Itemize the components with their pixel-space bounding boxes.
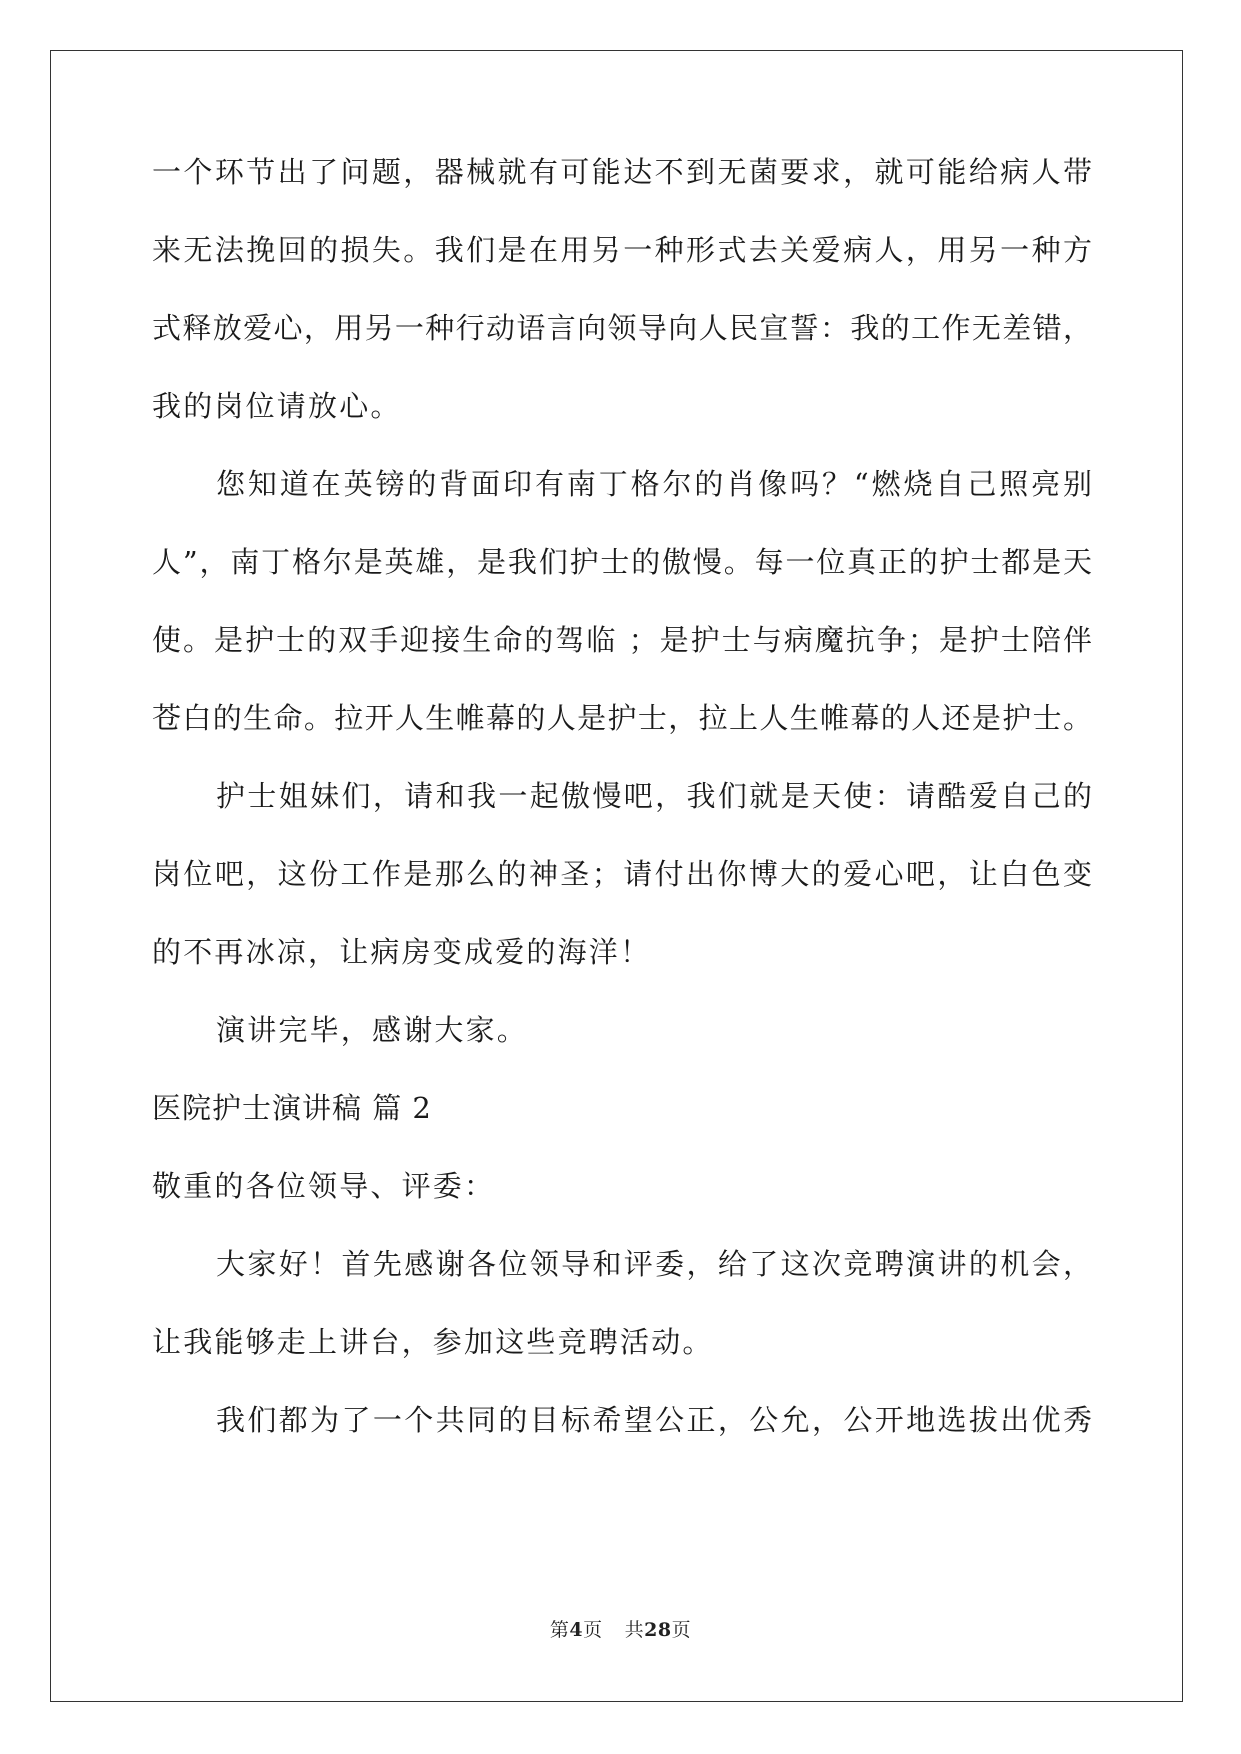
total-prefix: 共 xyxy=(624,1619,645,1641)
body-line: 来无法挽回的损失。我们是在用另一种形式去关爱病人，用另一种方 xyxy=(152,233,1092,267)
page-prefix: 第 xyxy=(549,1619,570,1641)
body-line: 苍白的生命。拉开人生帷幕的人是护士，拉上人生帷幕的人还是护士。 xyxy=(152,701,1092,735)
body-line: 人”，南丁格尔是英雄，是我们护士的傲慢。每一位真正的护士都是天 xyxy=(152,545,1092,579)
paragraph-start-line: 大家好！首先感谢各位领导和评委，给了这次竞聘演讲的机会， xyxy=(216,1247,1092,1281)
body-line: 的不再冰凉，让病房变成爱的海洋！ xyxy=(152,935,652,969)
body-line: 式释放爱心，用另一种行动语言向领导向人民宣誓：我的工作无差错， xyxy=(152,311,1092,345)
body-line: 让我能够走上讲台，参加这些竞聘活动。 xyxy=(152,1325,714,1359)
page-footer xyxy=(0,1615,1241,1642)
body-line: 使。是护士的双手迎接生命的驾临 ；是护士与病魔抗争；是护士陪伴 xyxy=(152,623,1092,657)
body-line: 我的岗位请放心。 xyxy=(152,389,402,423)
page-suffix: 页 xyxy=(583,1619,603,1641)
body-line: 岗位吧，这份工作是那么的神圣；请付出你博大的爱心吧，让白色变 xyxy=(152,857,1092,891)
paragraph-start-line: 您知道在英镑的背面印有南丁格尔的肖像吗？“燃烧自己照亮别 xyxy=(216,467,1092,501)
paragraph-start-line: 演讲完毕，感谢大家。 xyxy=(216,1013,529,1047)
paragraph-start-line: 护士姐妹们，请和我一起傲慢吧，我们就是天使：请酷爱自己的 xyxy=(216,779,1092,813)
total-suffix: 页 xyxy=(671,1619,692,1641)
salutation: 敬重的各位领导、评委： xyxy=(152,1169,496,1203)
section-heading: 医院护士演讲稿 篇 2 xyxy=(152,1091,432,1125)
total-pages: 28 xyxy=(644,1619,672,1641)
paragraph-start-line: 我们都为了一个共同的目标希望公正，公允，公开地选拔出优秀 xyxy=(216,1403,1092,1437)
body-line: 一个环节出了问题，器械就有可能达不到无菌要求，就可能给病人带 xyxy=(152,155,1092,189)
page-number: 4 xyxy=(569,1619,584,1641)
document-body xyxy=(152,155,1092,1484)
